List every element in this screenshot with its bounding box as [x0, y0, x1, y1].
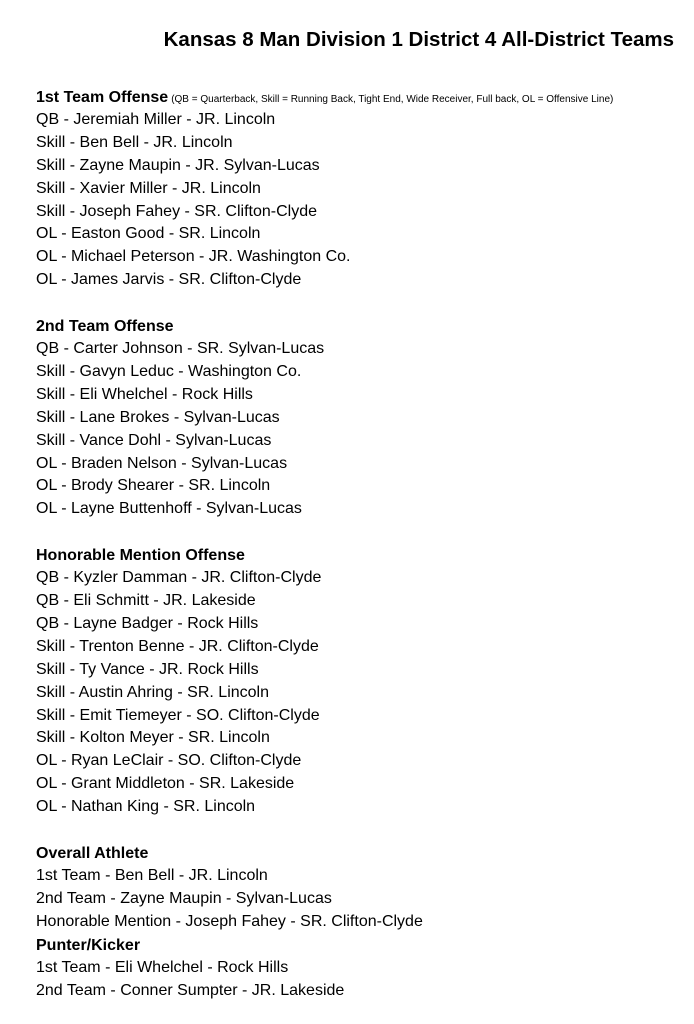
- player-entry: 2nd Team - Zayne Maupin - Sylvan-Lucas: [36, 889, 332, 907]
- player-entry: 1st Team - Eli Whelchel - Rock Hills: [36, 958, 289, 976]
- player-entry: OL - Layne Buttenhoff - Sylvan-Lucas: [36, 500, 302, 518]
- position-legend-note: (QB = Quarterback, Skill = Running Back, Tight End, Wide Receiver, Full back, OL = Offensive Line): [171, 94, 614, 105]
- section-heading: [36, 842, 686, 865]
- player-entry: 2nd Team - Conner Sumpter - JR. Lakeside: [36, 981, 345, 999]
- section-second-team-offense: [36, 315, 686, 521]
- player-entry: Skill - Gavyn Leduc - Washington Co.: [36, 363, 302, 381]
- section-heading-text: 1st Team Offense: [36, 89, 169, 106]
- document-title: Kansas 8 Man Division 1 District 4 All-District Teams: [163, 28, 674, 51]
- player-entry: Skill - Eli Whelchel - Rock Hills: [36, 385, 253, 403]
- player-entry: Skill - Emit Tiemeyer - SO. Clifton-Clyde: [36, 706, 320, 724]
- player-entry: Skill - Vance Dohl - Sylvan-Lucas: [36, 431, 272, 449]
- player-entry: OL - Ryan LeClair - SO. Clifton-Clyde: [36, 752, 302, 770]
- player-entry: OL - Braden Nelson - Sylvan-Lucas: [36, 454, 288, 472]
- player-entry: OL - Brody Shearer - SR. Lincoln: [36, 477, 271, 495]
- player-entry: OL - James Jarvis - SR. Clifton-Clyde: [36, 271, 302, 289]
- player-entry: Skill - Ty Vance - JR. Rock Hills: [36, 660, 259, 678]
- section-heading-text: Overall Athlete: [36, 845, 149, 863]
- section-heading: [36, 544, 686, 567]
- player-entry: QB - Layne Badger - Rock Hills: [36, 615, 259, 633]
- player-entry: OL - Nathan King - SR. Lincoln: [36, 798, 256, 816]
- player-entry: Skill - Zayne Maupin - JR. Sylvan-Lucas: [36, 156, 320, 174]
- section-heading: [36, 934, 686, 957]
- player-entry: Skill - Lane Brokes - Sylvan-Lucas: [36, 408, 280, 426]
- section-heading: [36, 86, 686, 109]
- player-entry: Skill - Joseph Fahey - SR. Clifton-Clyde: [36, 202, 317, 220]
- player-entry: QB - Eli Schmitt - JR. Lakeside: [36, 592, 256, 610]
- player-entry: Honorable Mention - Joseph Fahey - SR. Clifton-Clyde: [36, 912, 423, 930]
- player-entry: Skill - Austin Ahring - SR. Lincoln: [36, 683, 269, 701]
- section-first-team-offense: [36, 86, 686, 292]
- section-heading-text: Punter/Kicker: [36, 936, 141, 954]
- player-entry: QB - Carter Johnson - SR. Sylvan-Lucas: [36, 340, 325, 358]
- document-content: [36, 86, 686, 1003]
- player-entry: QB - Jeremiah Miller - JR. Lincoln: [36, 111, 276, 128]
- section-heading-text: 2nd Team Offense: [36, 318, 174, 336]
- player-entry: OL - Easton Good - SR. Lincoln: [36, 225, 261, 243]
- player-entry: OL - Michael Peterson - JR. Washington Co.: [36, 248, 351, 266]
- section-punter-kicker: [36, 934, 686, 1003]
- player-entry: Skill - Xavier Miller - JR. Lincoln: [36, 179, 261, 197]
- player-entry: Skill - Ben Bell - JR. Lincoln: [36, 133, 233, 151]
- section-heading-text: Honorable Mention Offense: [36, 547, 245, 565]
- player-entry: QB - Kyzler Damman - JR. Clifton-Clyde: [36, 569, 322, 587]
- player-entry: 1st Team - Ben Bell - JR. Lincoln: [36, 867, 268, 885]
- section-overall-athlete: [36, 842, 686, 934]
- player-entry: Skill - Trenton Benne - JR. Clifton-Clyde: [36, 637, 319, 655]
- section-honorable-mention-offense: [36, 544, 686, 819]
- player-entry: Skill - Kolton Meyer - SR. Lincoln: [36, 729, 270, 747]
- player-entry: OL - Grant Middleton - SR. Lakeside: [36, 775, 295, 793]
- section-heading: [36, 315, 686, 338]
